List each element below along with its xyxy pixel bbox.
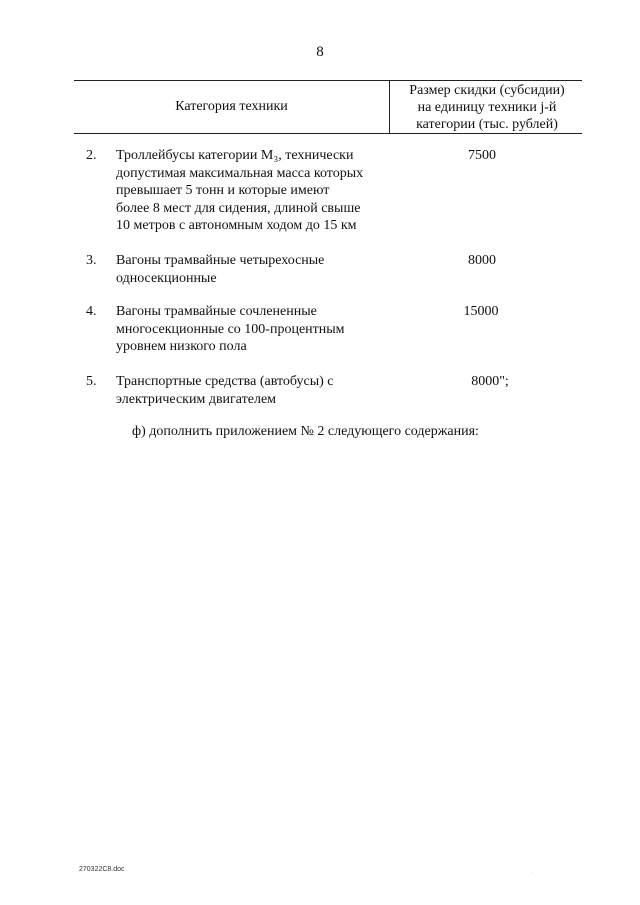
description-line: более 8 мест для сидения, длиной свыше xyxy=(116,200,361,216)
table-header-bottom-rule xyxy=(74,133,582,134)
header-category: Категория техники xyxy=(175,99,288,114)
document-file-id: 270322C8.doc xyxy=(79,866,125,873)
amendment-text: ф) дополнить приложением № 2 следующего содержания: xyxy=(132,424,479,439)
description-line: Троллейбусы категории M₃, технически xyxy=(116,148,354,163)
row-number: 3. xyxy=(86,253,97,268)
description-line: Вагоны трамвайные сочлененные xyxy=(116,304,317,319)
description-line: многосекционные со 100-процентным xyxy=(116,321,345,337)
row-description xyxy=(116,147,396,235)
row-description xyxy=(116,252,396,287)
row-value: 8000 xyxy=(468,253,496,268)
header-discount-line: Размер скидки (субсидии) xyxy=(409,83,565,98)
row-description xyxy=(116,373,396,408)
header-discount-line: категории (тыс. рублей) xyxy=(416,117,558,132)
row-value: 8000"; xyxy=(471,374,509,389)
description-line: односекционные xyxy=(116,270,217,286)
description-line: 10 метров с автономным ходом до 15 км xyxy=(116,218,357,234)
description-line: электрическим двигателем xyxy=(116,391,277,407)
description-line: Транспортные средства (автобусы) с xyxy=(116,374,334,389)
description-line: Вагоны трамвайные четырехосные xyxy=(116,253,325,268)
header-discount xyxy=(392,82,582,133)
row-value: 15000 xyxy=(463,304,499,319)
row-number: 4. xyxy=(86,304,97,319)
row-number: 2. xyxy=(86,148,97,163)
page-number: 8 xyxy=(316,44,324,60)
description-line: допустимая максимальная масса которых xyxy=(116,165,364,181)
description-line: превышает 5 тонн и которые имеют xyxy=(116,183,330,199)
scan-speck: · xyxy=(531,870,533,876)
row-value: 7500 xyxy=(468,148,496,163)
header-discount-line: на единицу техники j-й xyxy=(417,100,557,115)
row-number: 5. xyxy=(86,374,97,389)
table-top-rule xyxy=(74,80,582,81)
row-description xyxy=(116,303,396,356)
table-column-divider xyxy=(389,81,390,133)
description-line: уровнем низкого пола xyxy=(116,339,247,355)
